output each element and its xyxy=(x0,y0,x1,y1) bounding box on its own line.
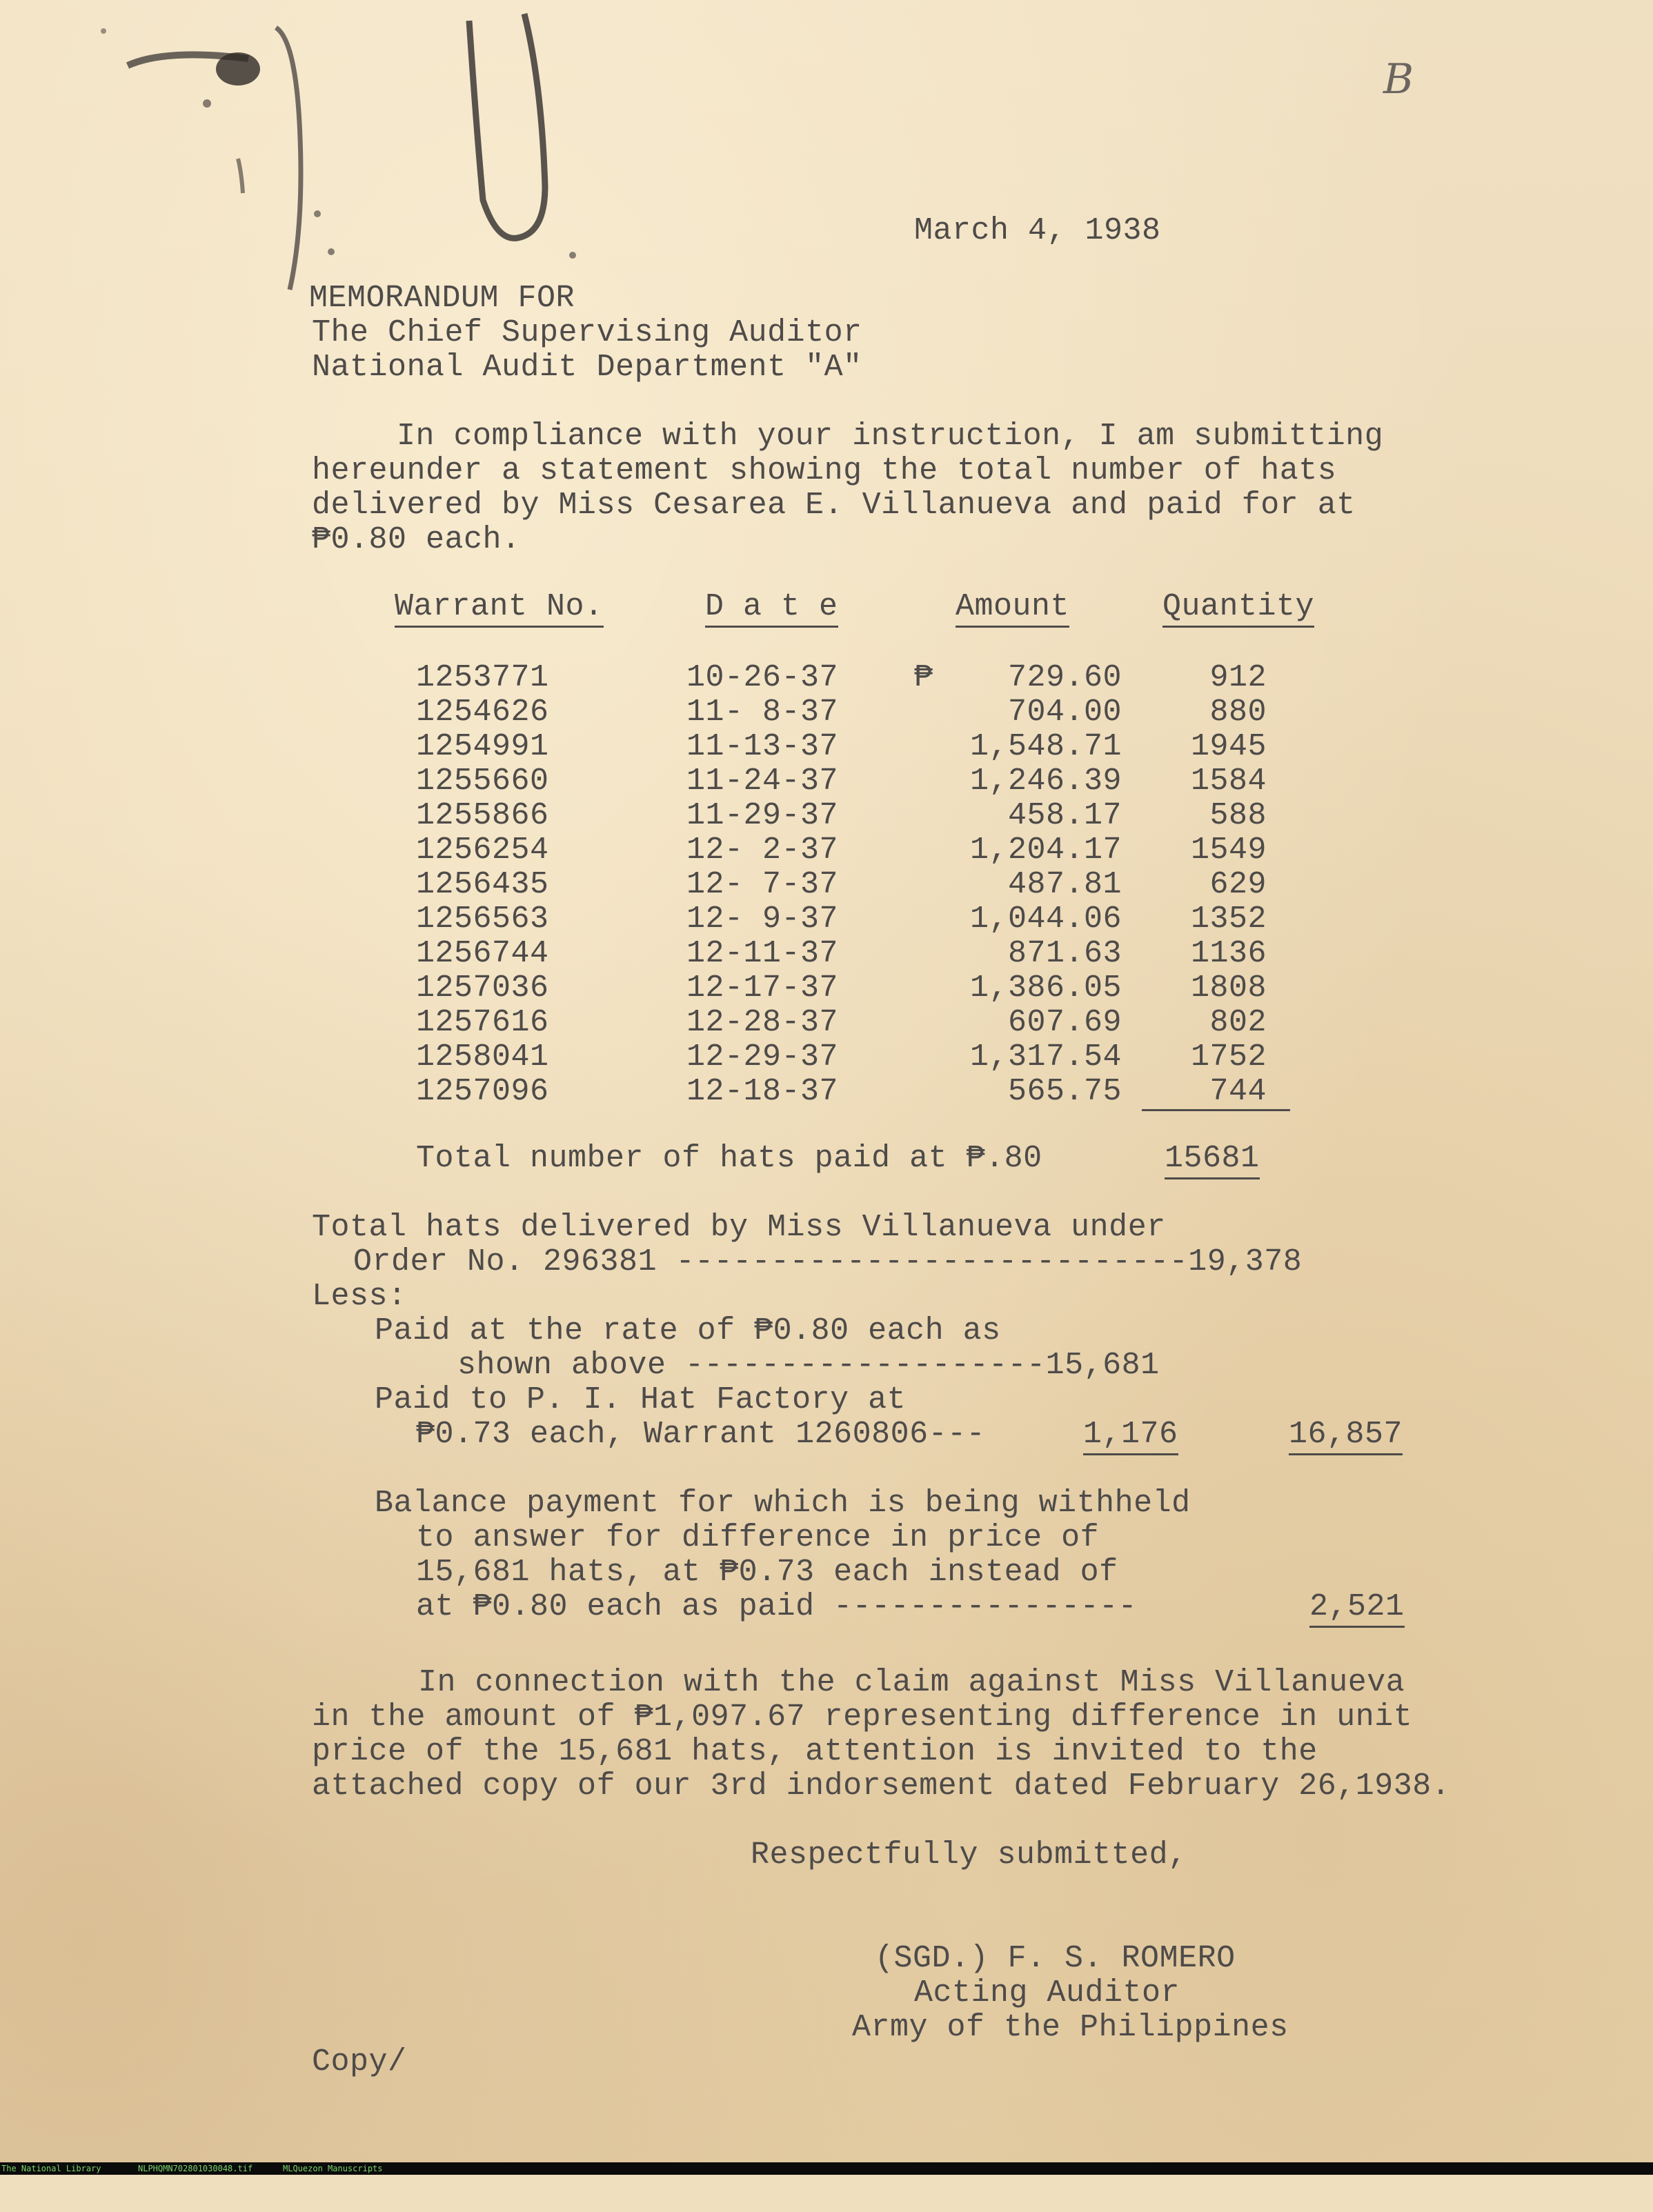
amount-cell: 729.60 xyxy=(1007,660,1122,695)
date-cell: 12-11-37 xyxy=(686,936,839,971)
signoff: Respectfully submitted, xyxy=(751,1837,1187,1873)
addressee-line-2: National Audit Department "A" xyxy=(312,350,862,385)
footer-collection: MLQuezon Manuscripts xyxy=(283,2164,383,2173)
warrant-cell: 1256435 xyxy=(416,867,549,902)
signature-name: (SGD.) F. S. ROMERO xyxy=(875,1941,1236,1976)
factory-value: 1,176 xyxy=(1083,1417,1178,1455)
warrant-cell: 1257096 xyxy=(416,1074,549,1109)
footer-file: NLPHQMN702801030048.tif xyxy=(138,2164,253,2173)
closing-line-2: in the amount of ₱1,097.67 representing difference in unit xyxy=(312,1700,1413,1735)
warrant-cell: 1254991 xyxy=(416,729,549,764)
date-cell: 11-13-37 xyxy=(686,729,839,764)
handwritten-page-mark: B xyxy=(1383,55,1414,103)
date-cell: 12- 9-37 xyxy=(686,901,839,937)
quantity-cell: 802 xyxy=(1209,1005,1267,1040)
date-cell: 11-29-37 xyxy=(686,798,839,833)
date-cell: 12-17-37 xyxy=(686,970,839,1006)
closing-line-1: In connection with the claim against Miss Villanueva xyxy=(418,1665,1405,1700)
amount-cell: 1,386.05 xyxy=(969,970,1122,1006)
amount-peso-sign: ₱ xyxy=(914,660,933,695)
less-label: Less: xyxy=(312,1279,407,1314)
balance-line-2: to answer for difference in price of xyxy=(416,1520,1100,1555)
paid-rate-line-1: Paid at the rate of ₱0.80 each as xyxy=(375,1313,1001,1348)
date-cell: 12-18-37 xyxy=(686,1074,839,1109)
amount-cell: 487.81 xyxy=(1007,867,1122,902)
signature-title: Acting Auditor xyxy=(914,1975,1180,2011)
balance-line-3: 15,681 hats, at ₱0.73 each instead of xyxy=(416,1555,1118,1590)
header-amount: Amount xyxy=(956,590,1069,628)
date-cell: 12-28-37 xyxy=(686,1005,839,1040)
date-cell: 10-26-37 xyxy=(686,660,839,695)
quantity-sum-rule xyxy=(1142,1109,1290,1111)
addressee-line-1: The Chief Supervising Auditor xyxy=(312,315,862,350)
amount-cell: 1,548.71 xyxy=(969,729,1122,764)
quantity-cell: 1352 xyxy=(1190,901,1267,937)
warrant-cell: 1256563 xyxy=(416,901,549,937)
amount-cell: 458.17 xyxy=(1007,798,1122,833)
quantity-cell: 1584 xyxy=(1190,764,1267,799)
warrant-cell: 1254626 xyxy=(416,695,549,730)
amount-cell: 1,246.39 xyxy=(969,764,1122,799)
intro-line-2: hereunder a statement showing the total number of hats xyxy=(312,453,1337,488)
warrant-cell: 1256254 xyxy=(416,833,549,868)
quantity-cell: 588 xyxy=(1209,798,1267,833)
total-label: Total number of hats paid at ₱.80 xyxy=(416,1141,1042,1176)
amount-cell: 871.63 xyxy=(1007,936,1122,971)
amount-cell: 704.00 xyxy=(1007,695,1122,730)
date-cell: 12- 7-37 xyxy=(686,867,839,902)
quantity-cell: 1752 xyxy=(1190,1039,1267,1075)
quantity-cell: 880 xyxy=(1209,695,1267,730)
balance-line-4: at ₱0.80 each as paid ---------------- xyxy=(416,1589,1138,1624)
header-warrant-no: Warrant No. xyxy=(395,590,604,628)
intro-line-3: delivered by Miss Cesarea E. Villanueva and paid for at xyxy=(312,488,1356,523)
balance-value: 2,521 xyxy=(1309,1590,1405,1628)
factory-line-1: Paid to P. I. Hat Factory at xyxy=(375,1382,907,1417)
footer-library: The National Library xyxy=(1,2164,101,2173)
closing-line-4: attached copy of our 3rd indorsement dated February 26,1938. xyxy=(312,1768,1451,1804)
warrant-cell: 1256744 xyxy=(416,936,549,971)
warrant-cell: 1257036 xyxy=(416,970,549,1006)
copy-mark: Copy/ xyxy=(312,2044,407,2080)
intro-line-1: In compliance with your instruction, I am submitting xyxy=(397,419,1384,454)
signature-org: Army of the Philippines xyxy=(852,2010,1289,2045)
quantity-cell: 912 xyxy=(1209,660,1267,695)
quantity-cell: 1945 xyxy=(1190,729,1267,764)
warrant-cell: 1257616 xyxy=(416,1005,549,1040)
quantity-cell: 629 xyxy=(1209,867,1267,902)
warrant-cell: 1255866 xyxy=(416,798,549,833)
quantity-cell: 744 xyxy=(1209,1074,1267,1109)
delivered-line-1: Total hats delivered by Miss Villanueva under xyxy=(312,1210,1166,1245)
quantity-cell: 1549 xyxy=(1190,833,1267,868)
warrant-cell: 1253771 xyxy=(416,660,549,695)
header-quantity: Quantity xyxy=(1162,590,1314,628)
warrant-cell: 1255660 xyxy=(416,764,549,799)
subtotal-value: 16,857 xyxy=(1289,1417,1403,1455)
header-date: D a t e xyxy=(705,590,838,628)
warrant-cell: 1258041 xyxy=(416,1039,549,1075)
amount-cell: 607.69 xyxy=(1007,1005,1122,1040)
balance-line-1: Balance payment for which is being withheld xyxy=(375,1486,1191,1521)
date-cell: 12-29-37 xyxy=(686,1039,839,1075)
amount-cell: 1,044.06 xyxy=(969,901,1122,937)
factory-line-2: ₱0.73 each, Warrant 1260806--- xyxy=(416,1417,986,1452)
paperclip-stain xyxy=(0,0,621,317)
amount-cell: 565.75 xyxy=(1007,1074,1122,1109)
date-cell: 12- 2-37 xyxy=(686,833,839,868)
closing-line-3: price of the 15,681 hats, attention is invited to the xyxy=(312,1734,1318,1769)
paid-rate-line-2: shown above -------------------15,681 xyxy=(457,1348,1160,1383)
memo-for-heading: MEMORANDUM FOR xyxy=(309,281,575,316)
amount-cell: 1,204.17 xyxy=(969,833,1122,868)
date-cell: 11- 8-37 xyxy=(686,695,839,730)
quantity-cell: 1136 xyxy=(1190,936,1267,971)
intro-line-4: ₱0.80 each. xyxy=(312,522,521,557)
date-cell: 11-24-37 xyxy=(686,764,839,799)
archive-footer-strip xyxy=(0,2162,1653,2175)
amount-cell: 1,317.54 xyxy=(969,1039,1122,1075)
delivered-line-2: Order No. 296381 ---------------------------19,378 xyxy=(353,1244,1303,1279)
memo-date: March 4, 1938 xyxy=(914,213,1161,248)
quantity-cell: 1808 xyxy=(1190,970,1267,1006)
total-value: 15681 xyxy=(1165,1142,1260,1179)
